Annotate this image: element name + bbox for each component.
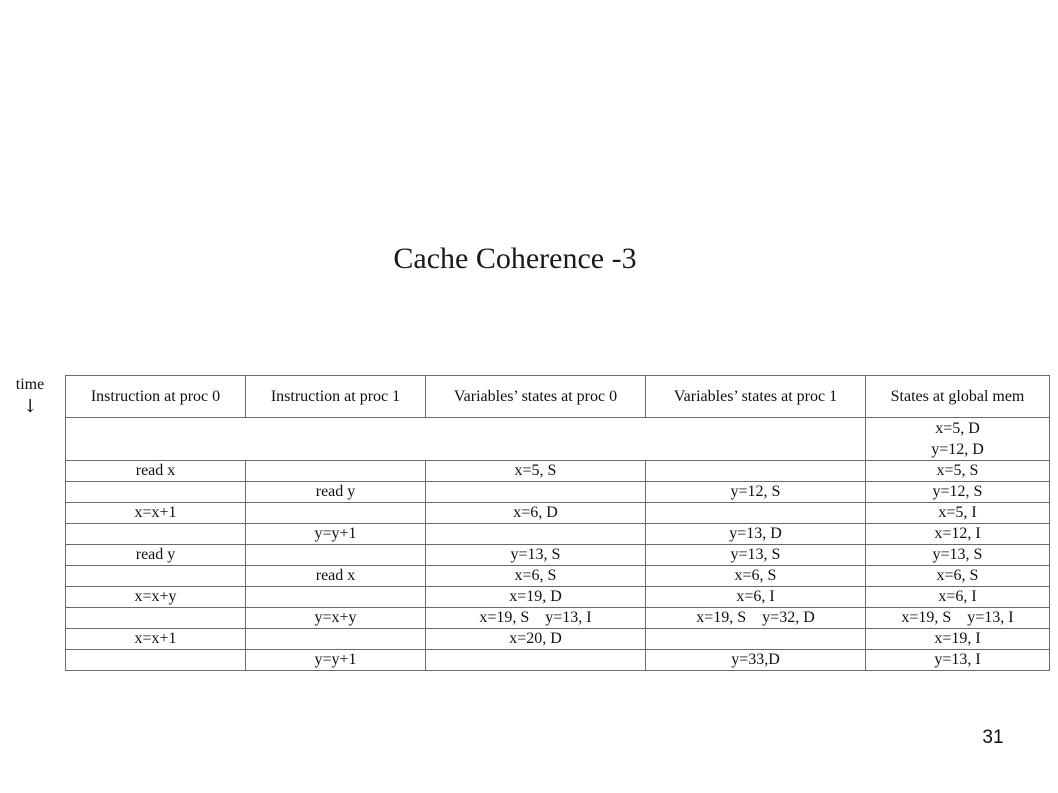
table-row [66, 587, 1050, 608]
down-arrow-icon: ↓ [22, 396, 38, 417]
table-cell [646, 629, 866, 650]
initial-empty-cell [66, 418, 866, 461]
table-cell: x=19, S y=32, D [646, 608, 866, 629]
table-cell: y=13, D [646, 524, 866, 545]
table-cell [246, 545, 426, 566]
table-row [66, 629, 1050, 650]
table-row [66, 650, 1050, 671]
table-cell [246, 503, 426, 524]
table-cell [246, 461, 426, 482]
header-instruction-proc-1: Instruction at proc 1 [246, 376, 426, 418]
table-cell [246, 587, 426, 608]
table-cell: y=13, S [866, 545, 1050, 566]
table-row [66, 608, 1050, 629]
table-row [66, 503, 1050, 524]
table-row [66, 482, 1050, 503]
header-global-mem: States at global mem [866, 376, 1050, 418]
table-cell: y=13, I [866, 650, 1050, 671]
table-cell: x=5, S [866, 461, 1050, 482]
table-cell: y=13, S [426, 545, 646, 566]
table-cell: x=6, D [426, 503, 646, 524]
table-cell: read y [246, 482, 426, 503]
table-cell: read x [66, 461, 246, 482]
table-header-row [66, 376, 1050, 418]
table-cell: read x [246, 566, 426, 587]
table-cell: x=6, I [866, 587, 1050, 608]
initial-global-state [866, 418, 1050, 461]
cache-coherence-table [65, 375, 1050, 671]
table-cell: y=y+1 [246, 650, 426, 671]
table-cell: x=x+1 [66, 503, 246, 524]
time-axis-label: time [15, 376, 45, 393]
table-cell [426, 482, 646, 503]
initial-global-x: x=5, D [935, 420, 980, 437]
table-row [66, 461, 1050, 482]
table-cell [66, 608, 246, 629]
table-row [66, 524, 1050, 545]
table-cell [426, 650, 646, 671]
table-cell: x=6, S [866, 566, 1050, 587]
table-row-initial [66, 418, 1050, 461]
page-number: 31 [982, 727, 1004, 748]
table-cell: x=6, S [426, 566, 646, 587]
slide-title: Cache Coherence -3 [393, 242, 637, 275]
table-cell: x=x+1 [66, 629, 246, 650]
table-cell: x=12, I [866, 524, 1050, 545]
table-cell: x=5, I [866, 503, 1050, 524]
table-cell [426, 524, 646, 545]
table-cell: y=12, S [646, 482, 866, 503]
initial-global-y: y=12, D [931, 441, 984, 458]
table-cell: x=19, S y=13, I [866, 608, 1050, 629]
table-row [66, 545, 1050, 566]
table-cell [66, 482, 246, 503]
table-cell: y=13, S [646, 545, 866, 566]
table-cell: x=20, D [426, 629, 646, 650]
table-cell: y=12, S [866, 482, 1050, 503]
header-variables-proc-1: Variables’ states at proc 1 [646, 376, 866, 418]
table-cell [66, 566, 246, 587]
table-cell [646, 503, 866, 524]
table-cell: y=x+y [246, 608, 426, 629]
table-cell [246, 629, 426, 650]
header-variables-proc-0: Variables’ states at proc 0 [426, 376, 646, 418]
table-cell: x=x+y [66, 587, 246, 608]
header-instruction-proc-0: Instruction at proc 0 [66, 376, 246, 418]
table-cell [646, 461, 866, 482]
table-cell: x=6, I [646, 587, 866, 608]
table-cell: y=y+1 [246, 524, 426, 545]
table-cell: x=5, S [426, 461, 646, 482]
table-cell: x=19, D [426, 587, 646, 608]
table-cell [66, 524, 246, 545]
table-cell: y=33,D [646, 650, 866, 671]
table-cell [66, 650, 246, 671]
table-cell: x=19, I [866, 629, 1050, 650]
table-cell: x=6, S [646, 566, 866, 587]
table-cell: read y [66, 545, 246, 566]
table-cell: x=19, S y=13, I [426, 608, 646, 629]
table-row [66, 566, 1050, 587]
